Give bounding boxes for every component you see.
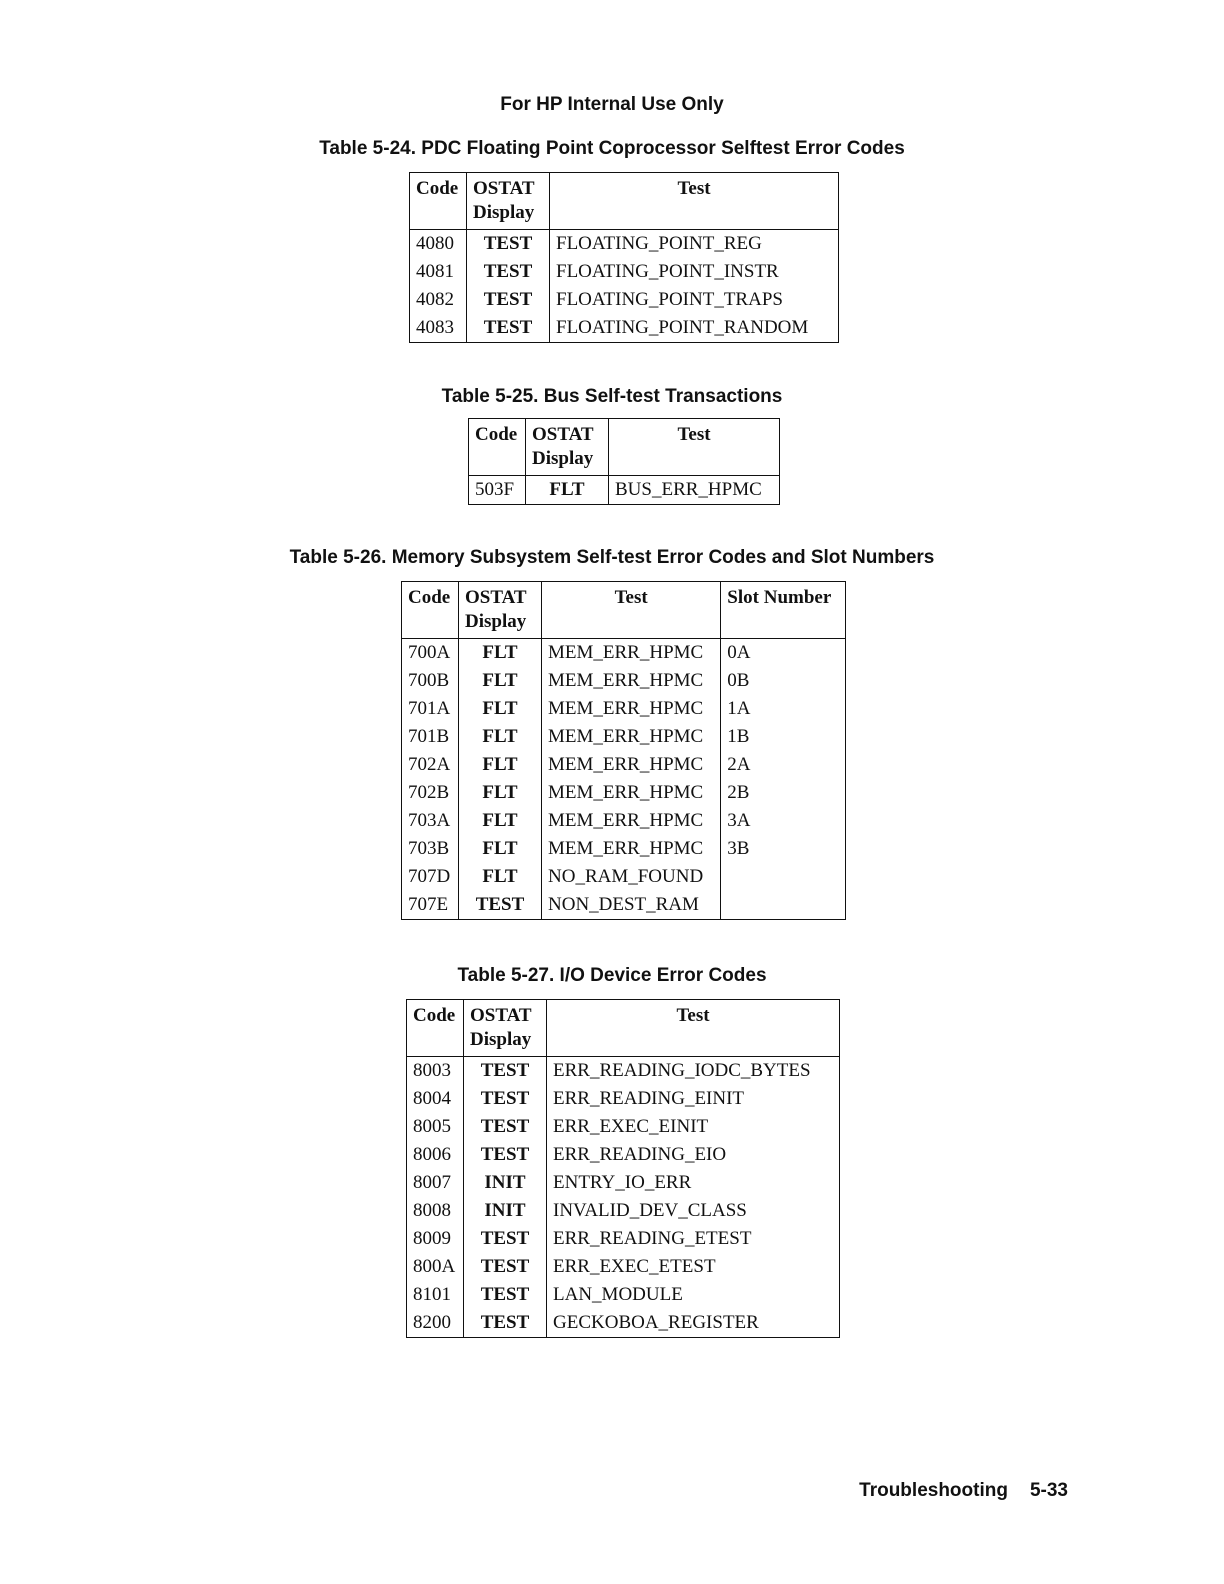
ostat-cell: TEST bbox=[467, 286, 550, 314]
ostat-cell: INIT bbox=[464, 1169, 547, 1197]
ostat-cell: FLT bbox=[459, 779, 542, 807]
test-cell: MEM_ERR_HPMC bbox=[542, 695, 721, 723]
table-5-27-caption: Table 5-27. I/O Device Error Codes bbox=[457, 965, 767, 986]
test-cell: MEM_ERR_HPMC bbox=[542, 779, 721, 807]
table-header-row bbox=[402, 582, 846, 639]
table-5-25-caption: Table 5-25. Bus Self-test Transactions bbox=[441, 386, 783, 407]
code-cell: 800A bbox=[407, 1253, 464, 1281]
ostat-cell: TEST bbox=[464, 1141, 547, 1169]
table-row bbox=[402, 807, 846, 835]
table-row bbox=[407, 1113, 840, 1141]
test-cell: NO_RAM_FOUND bbox=[542, 863, 721, 891]
ostat-cell: TEST bbox=[467, 314, 550, 343]
ostat-cell: TEST bbox=[467, 230, 550, 259]
ostat-cell: FLT bbox=[459, 695, 542, 723]
column-header-ostat-display bbox=[459, 582, 542, 639]
code-cell: 8005 bbox=[407, 1113, 464, 1141]
code-cell: 702A bbox=[402, 751, 459, 779]
ostat-cell: TEST bbox=[464, 1281, 547, 1309]
slot-number-cell: 3A bbox=[721, 807, 846, 835]
slot-number-cell bbox=[721, 863, 846, 891]
slot-number-cell: 3B bbox=[721, 835, 846, 863]
footer-section-title: Troubleshooting bbox=[859, 1480, 1008, 1501]
table-row bbox=[407, 1309, 840, 1338]
code-cell: 700A bbox=[402, 639, 459, 668]
table-5-26 bbox=[401, 581, 846, 920]
table-5-27 bbox=[406, 999, 840, 1338]
ostat-cell: FLT bbox=[459, 751, 542, 779]
table-5-24-caption: Table 5-24. PDC Floating Point Coprocessor Selftest Error Codes bbox=[319, 138, 905, 159]
test-cell: ENTRY_IO_ERR bbox=[547, 1169, 840, 1197]
table-5-25 bbox=[468, 418, 780, 505]
code-cell: 701A bbox=[402, 695, 459, 723]
test-cell: FLOATING_POINT_INSTR bbox=[550, 258, 839, 286]
table-row bbox=[402, 667, 846, 695]
code-cell: 702B bbox=[402, 779, 459, 807]
code-cell: 4082 bbox=[410, 286, 467, 314]
table-row bbox=[407, 1225, 840, 1253]
page-footer bbox=[859, 1480, 1068, 1502]
table-row bbox=[402, 751, 846, 779]
ostat-cell: TEST bbox=[464, 1085, 547, 1113]
slot-number-cell: 1A bbox=[721, 695, 846, 723]
ostat-cell: TEST bbox=[464, 1225, 547, 1253]
test-cell: MEM_ERR_HPMC bbox=[542, 807, 721, 835]
code-cell: 707E bbox=[402, 891, 459, 920]
table-row bbox=[469, 476, 780, 505]
test-cell: NON_DEST_RAM bbox=[542, 891, 721, 920]
ostat-display-header-text: OSTAT Display bbox=[473, 178, 535, 223]
table-row bbox=[402, 639, 846, 668]
ostat-display-header-text: OSTAT Display bbox=[470, 1005, 532, 1050]
table-row bbox=[407, 1085, 840, 1113]
table-row bbox=[402, 723, 846, 751]
table-row bbox=[407, 1281, 840, 1309]
test-cell: FLOATING_POINT_RANDOM bbox=[550, 314, 839, 343]
test-cell: MEM_ERR_HPMC bbox=[542, 723, 721, 751]
column-header-test: Test bbox=[547, 1000, 840, 1057]
slot-number-cell: 2B bbox=[721, 779, 846, 807]
code-cell: 707D bbox=[402, 863, 459, 891]
code-cell: 8006 bbox=[407, 1141, 464, 1169]
column-header-code: Code bbox=[410, 173, 467, 230]
ostat-display-header-text: OSTAT Display bbox=[465, 587, 527, 632]
code-cell: 8008 bbox=[407, 1197, 464, 1225]
table-header-row bbox=[410, 173, 839, 230]
ostat-cell: TEST bbox=[464, 1113, 547, 1141]
table-5-26-caption: Table 5-26. Memory Subsystem Self-test Error Codes and Slot Numbers bbox=[289, 547, 935, 568]
column-header-test: Test bbox=[542, 582, 721, 639]
test-cell: ERR_READING_ETEST bbox=[547, 1225, 840, 1253]
column-header-code: Code bbox=[402, 582, 459, 639]
ostat-cell: TEST bbox=[464, 1057, 547, 1086]
table-header-row bbox=[469, 419, 780, 476]
test-cell: LAN_MODULE bbox=[547, 1281, 840, 1309]
table-row bbox=[402, 835, 846, 863]
ostat-display-header-text: OSTAT Display bbox=[532, 424, 594, 469]
test-cell: ERR_READING_EINIT bbox=[547, 1085, 840, 1113]
table-row bbox=[402, 891, 846, 920]
slot-number-cell: 0B bbox=[721, 667, 846, 695]
table-row bbox=[410, 258, 839, 286]
test-cell: MEM_ERR_HPMC bbox=[542, 639, 721, 668]
table-row bbox=[402, 863, 846, 891]
table-row bbox=[410, 230, 839, 259]
code-cell: 4081 bbox=[410, 258, 467, 286]
code-cell: 8200 bbox=[407, 1309, 464, 1338]
test-cell: FLOATING_POINT_TRAPS bbox=[550, 286, 839, 314]
column-header-ostat-display bbox=[464, 1000, 547, 1057]
table-row bbox=[410, 286, 839, 314]
slot-number-cell bbox=[721, 891, 846, 920]
slot-number-cell: 1B bbox=[721, 723, 846, 751]
ostat-cell: INIT bbox=[464, 1197, 547, 1225]
column-header-ostat-display bbox=[467, 173, 550, 230]
test-cell: ERR_EXEC_ETEST bbox=[547, 1253, 840, 1281]
ostat-cell: TEST bbox=[464, 1253, 547, 1281]
ostat-cell: TEST bbox=[467, 258, 550, 286]
page-number: 5-33 bbox=[1029, 1480, 1068, 1501]
code-cell: 503F bbox=[469, 476, 526, 505]
slot-number-cell: 2A bbox=[721, 751, 846, 779]
code-cell: 4080 bbox=[410, 230, 467, 259]
table-row bbox=[407, 1141, 840, 1169]
test-cell: MEM_ERR_HPMC bbox=[542, 751, 721, 779]
test-cell: MEM_ERR_HPMC bbox=[542, 667, 721, 695]
table-row bbox=[402, 695, 846, 723]
test-cell: MEM_ERR_HPMC bbox=[542, 835, 721, 863]
column-header-slot-number: Slot Number bbox=[721, 582, 846, 639]
test-cell: GECKOBOA_REGISTER bbox=[547, 1309, 840, 1338]
column-header-test: Test bbox=[609, 419, 780, 476]
column-header-ostat-display bbox=[526, 419, 609, 476]
code-cell: 8004 bbox=[407, 1085, 464, 1113]
code-cell: 8003 bbox=[407, 1057, 464, 1086]
internal-use-banner: For HP Internal Use Only bbox=[500, 94, 724, 115]
slot-number-cell: 0A bbox=[721, 639, 846, 668]
table-row bbox=[407, 1197, 840, 1225]
ostat-cell: FLT bbox=[459, 807, 542, 835]
ostat-cell: FLT bbox=[459, 863, 542, 891]
test-cell: ERR_READING_EIO bbox=[547, 1141, 840, 1169]
code-cell: 703B bbox=[402, 835, 459, 863]
table-row bbox=[407, 1057, 840, 1086]
ostat-cell: FLT bbox=[526, 476, 609, 505]
ostat-cell: FLT bbox=[459, 723, 542, 751]
test-cell: ERR_EXEC_EINIT bbox=[547, 1113, 840, 1141]
code-cell: 8101 bbox=[407, 1281, 464, 1309]
ostat-cell: FLT bbox=[459, 639, 542, 668]
ostat-cell: TEST bbox=[464, 1309, 547, 1338]
column-header-code: Code bbox=[407, 1000, 464, 1057]
code-cell: 701B bbox=[402, 723, 459, 751]
code-cell: 8007 bbox=[407, 1169, 464, 1197]
table-row bbox=[407, 1169, 840, 1197]
ostat-cell: FLT bbox=[459, 835, 542, 863]
code-cell: 703A bbox=[402, 807, 459, 835]
table-row bbox=[402, 779, 846, 807]
code-cell: 700B bbox=[402, 667, 459, 695]
test-cell: FLOATING_POINT_REG bbox=[550, 230, 839, 259]
ostat-cell: TEST bbox=[459, 891, 542, 920]
table-row bbox=[407, 1253, 840, 1281]
table-row bbox=[410, 314, 839, 343]
column-header-test: Test bbox=[550, 173, 839, 230]
test-cell: ERR_READING_IODC_BYTES bbox=[547, 1057, 840, 1086]
test-cell: BUS_ERR_HPMC bbox=[609, 476, 780, 505]
ostat-cell: FLT bbox=[459, 667, 542, 695]
column-header-code: Code bbox=[469, 419, 526, 476]
table-5-24 bbox=[409, 172, 839, 343]
code-cell: 8009 bbox=[407, 1225, 464, 1253]
table-header-row bbox=[407, 1000, 840, 1057]
code-cell: 4083 bbox=[410, 314, 467, 343]
test-cell: INVALID_DEV_CLASS bbox=[547, 1197, 840, 1225]
